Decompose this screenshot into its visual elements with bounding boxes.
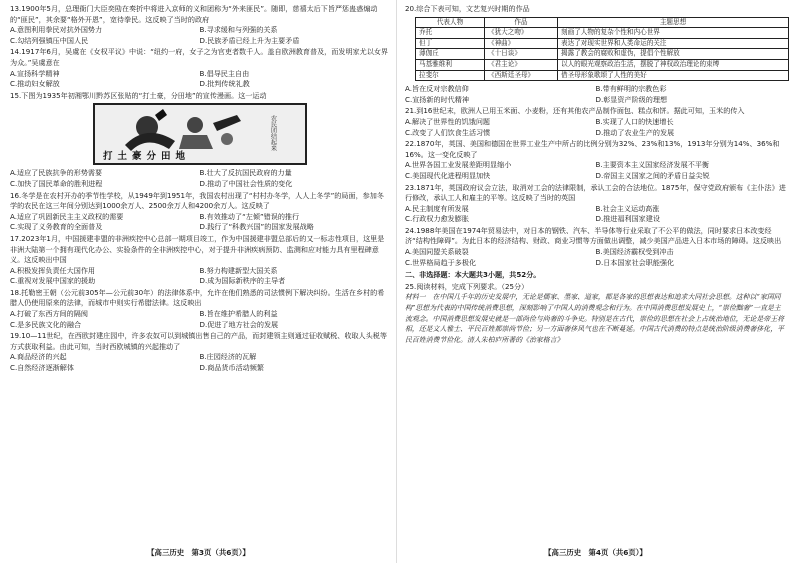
table-cell: 揭露了教会的腐败和虚伪，提倡个性解放	[558, 49, 789, 60]
question-25	[405, 282, 786, 346]
question-stem: 14.1917年6月，吴虞在《女权平议》中说：“纽约一府，女子之为官吏者数千人。盖自欧洲教育普及，而发明家尤以女界为众。”吴虞意在	[10, 47, 389, 67]
option-d: D.推进福利国家建设	[595, 214, 660, 224]
cartoon-caption: 打土豪分田地	[102, 151, 190, 163]
option-a: A.旨在反对宗教信仰	[405, 84, 469, 94]
option-a: A.积极发挥负责任大国作用	[10, 265, 96, 275]
question-stem: 23.1871年，英国政府议会立法，取消对工会的法律限制，承认工会的合法地位。1875年，保守党政府颁布《主仆法》进行修改，承认工人和雇主的平等。这反映了当时的英国	[405, 182, 786, 203]
question-13	[10, 4, 389, 46]
option-c: C.自然经济逐渐解体	[10, 363, 74, 373]
table-header-cell: 代表人物	[416, 17, 485, 28]
table-row	[416, 38, 789, 49]
option-c: C.重视对发展中国家的援助	[10, 276, 96, 286]
option-c: C.世界格局趋于多极化	[405, 257, 477, 267]
table-cell: 《君主论》	[485, 59, 558, 70]
question-15	[10, 91, 389, 190]
cartoon-side-text: 农民团结起来	[269, 115, 276, 152]
table-cell: 《十日谈》	[485, 49, 558, 60]
option-b: B.庄园经济的瓦解	[199, 352, 257, 362]
question-stem: 20.综合下表可知，文艺复兴时期的作品	[405, 4, 530, 13]
question-stem: 13.1900年5月，总理衙门大臣奕劻在奏折中将进入京师的义和团称为“外来匪民”。随即，慈禧太后下旨严惩蛊惑煽动的“匪民”，其余要“格外开恩”，宽待拳民。这反映了当时的政府	[10, 4, 378, 24]
option-b: B.寻求缓和与列强的关系	[199, 25, 278, 35]
question-stem: 15.下图为1935年初湘鄂川黔苏区张贴的“打土豪，分田地”的宣传漫画。这一运动	[10, 90, 267, 100]
table-cell: 马基雅维利	[416, 59, 485, 70]
works-table	[415, 17, 789, 82]
option-b: B.旨在维护希腊人的利益	[199, 309, 278, 319]
question-16	[10, 191, 389, 233]
option-b: B.壮大了反抗国民政府的力量	[199, 168, 292, 178]
option-d: D.民族矛盾已经上升为主要矛盾	[199, 35, 300, 45]
option-d: D.推动了农业生产的发展	[595, 127, 675, 137]
option-a: A.商品经济的兴起	[10, 352, 67, 362]
question-stem: 25.阅读材料，完成下列要求。（25分）	[405, 281, 529, 291]
option-c: C.美国现代化进程明显加快	[405, 170, 491, 180]
table-cell: 借圣母形象歌颂了人性的美好	[558, 70, 789, 81]
option-c: C.推动妇女解放	[10, 79, 60, 89]
table-cell: 但丁	[416, 38, 485, 49]
table-cell: 乔托	[416, 28, 485, 39]
section-heading: 二、非选择题：本大题共3小题，共52分。	[405, 270, 541, 280]
option-a: A.解决了世界性的饥饿问题	[405, 116, 491, 126]
page-footer: 【高三历史 第3页（共6页）】	[147, 548, 250, 558]
option-c: C.行政权力愈发膨胀	[405, 214, 469, 224]
option-c: C.改变了人们饮食生活习惯	[405, 127, 491, 137]
table-cell: 刻画了人物的复杂个性和内心世界	[558, 28, 789, 39]
option-b: B.美国经济霸权受到冲击	[595, 247, 674, 257]
option-c: C.实现了义务教育的全面普及	[10, 222, 103, 232]
option-a: A.民主制度有所发展	[405, 203, 469, 213]
table-row	[416, 28, 789, 39]
question-14	[10, 47, 389, 89]
option-b: B.带有鲜明的宗教色彩	[595, 84, 667, 94]
option-b: B.倡导民主自由	[199, 68, 250, 78]
table-cell: 薄伽丘	[416, 49, 485, 60]
table-cell: 表达了对现实世界和人类命运的关注	[558, 38, 789, 49]
question-23	[405, 183, 786, 225]
question-21	[405, 106, 786, 138]
right-page	[397, 0, 794, 563]
page-footer: 【高三历史 第4页（共6页）】	[544, 548, 647, 558]
option-a: A.适应了民族抗争的形势需要	[10, 168, 103, 178]
propaganda-cartoon	[93, 103, 307, 165]
option-d: D.日本国家社会职能强化	[595, 257, 675, 267]
question-20	[405, 4, 786, 105]
question-22	[405, 139, 786, 181]
option-d: D.成为国际新秩序的主导者	[199, 276, 286, 286]
question-17	[10, 234, 389, 287]
option-d: D.彰显资产阶级的理想	[595, 94, 668, 104]
table-cell: 《犹大之吻》	[485, 28, 558, 39]
option-c: C.加快了国民革命的胜利进程	[10, 178, 103, 188]
question-stem: 16.冬学是在农村开办的季节性学校，从1949年到1951年，我国农村出现了“村村办冬学，人人上冬学”的局面，参加冬学的农民在这三年间分别达到1000余万人、2500余万人和4200余万人。这反映了	[10, 190, 384, 211]
option-a: A.打破了东西方间的隔阂	[10, 309, 88, 319]
option-a: A.适应了巩固新民主主义政权的需要	[10, 211, 124, 221]
option-b: B.努力构建新型大国关系	[199, 265, 278, 275]
cartoon-drawing	[95, 105, 305, 163]
table-cell: 《西斯廷圣母》	[485, 70, 558, 81]
table-row	[416, 49, 789, 60]
question-stem: 22.1870年，英国、美国和德国在世界工业生产中所占的比例分别为32%、23%和13%，1913年分别为14%、36%和16%。这一变化反映了	[405, 139, 780, 159]
table-row	[416, 59, 789, 70]
option-c: C.是多民族文化的融合	[10, 319, 82, 329]
table-header-row	[416, 17, 789, 28]
table-row	[416, 70, 789, 81]
table-cell: 《神曲》	[485, 38, 558, 49]
question-stem: 19.10—11世纪，在西欧封建庄园中，许多农奴可以到城镇出售自己的产品，而封建领主则通过征收赋税、收取人头税等方式获取利益。由此可知，当时西欧城镇的兴起推动了	[10, 331, 387, 351]
question-stem: 24.1988年美国在1974年贸易法中，对日本的钢铁、汽车、半导体等行业采取了不公平的做法，同时要求日本改变经济“结构性障碍”。为此日本的经济结构、财政、商业习惯等方面做出调整，减少美国产品进入日本市场的障碍。这反映出	[405, 225, 782, 246]
option-b: B.主要资本主义国家经济发展不平衡	[595, 160, 710, 170]
option-a: A.宣扬科学精神	[10, 68, 60, 78]
option-b: B.社会主义运动高涨	[595, 203, 660, 213]
option-d: D.践行了“科教兴国”的国家发展战略	[199, 222, 314, 232]
option-a: A.世界各国工业发展差距明显缩小	[405, 160, 512, 170]
question-18	[10, 288, 389, 330]
option-d: D.帝国主义国家之间的矛盾日益尖锐	[595, 170, 710, 180]
table-cell: 拉斐尔	[416, 70, 485, 81]
question-stem: 17.2023年1月，中国援建非盟的非洲疾控中心总部一期项目竣工，作为中国援建非盟总部后的又一标志性项目，这里是非洲大陆第一个拥有现代化办公、实验条件的全非洲疾控中心，对于提升非洲疾病预防、监测和应对能力具有里程碑意义。这反映出中国	[10, 233, 385, 265]
option-a: A.美国同盟关系破裂	[405, 247, 469, 257]
question-24	[405, 226, 786, 268]
option-d: D.商品货币活动频繁	[199, 363, 264, 373]
option-a: A.意图利用拳民对抗外国势力	[10, 25, 103, 35]
option-b: B.有效推动了“左倾”错误的推行	[199, 211, 300, 221]
table-cell: 以人的眼光观察政治生活，摆脱了神权政治理论的束缚	[558, 59, 789, 70]
table-header-cell: 作品	[485, 17, 558, 28]
option-c: C.宣扬新的时代精神	[405, 94, 469, 104]
option-d: D.批判传统礼教	[199, 79, 250, 89]
option-d: D.推动了中国社会性质的变化	[199, 178, 293, 188]
option-d: D.促进了地方社会的发展	[199, 319, 279, 329]
table-header-cell: 主题思想	[558, 17, 789, 28]
question-stem: 18.托勒密王朝（公元前305年—公元前30年）的法律体系中，允许在他们熟悉的司法惯例下解决纠纷。生活在乡村的希腊人仍使用原来的法律，而城市中则实行希腊法律。这反映出	[10, 287, 385, 308]
question-19	[10, 331, 389, 373]
option-c: C.勾结列强镇压中国人民	[10, 35, 89, 45]
question-stem: 21.到16世纪末，欧洲人已用玉米面、小麦粉，还有其他农产品制作面包、糕点和饼。据此可知，玉米的传入	[405, 106, 745, 116]
option-b: B.实现了人口的快速增长	[595, 116, 674, 126]
material-passage: 材料一 在中国几千年的历史发展中，无论是儒家、墨家、道家，都是各家的思想表达和追求大同社会思想。这种以“家国同构”思想为代表的中国传统消费思想，深刻影响了中国人的消费观念和行为。在中国消费思想发展史上，“崇俭黜奢”一直是主流观念。中国消费思想发展史就是一部尚俭与尚奢的斗争史。特别是在古代，崇俭的思想在社会上占统治地位，无论是帝王将相，还是文人雅士、平民百姓都崇尚节俭；另一方面奢侈风气也在不断蔓延。中国古代消费的特点是统治阶级消费奢侈化，平民百姓消费节俭化。清人朱柏庐所著的《治家格言》	[405, 293, 784, 344]
